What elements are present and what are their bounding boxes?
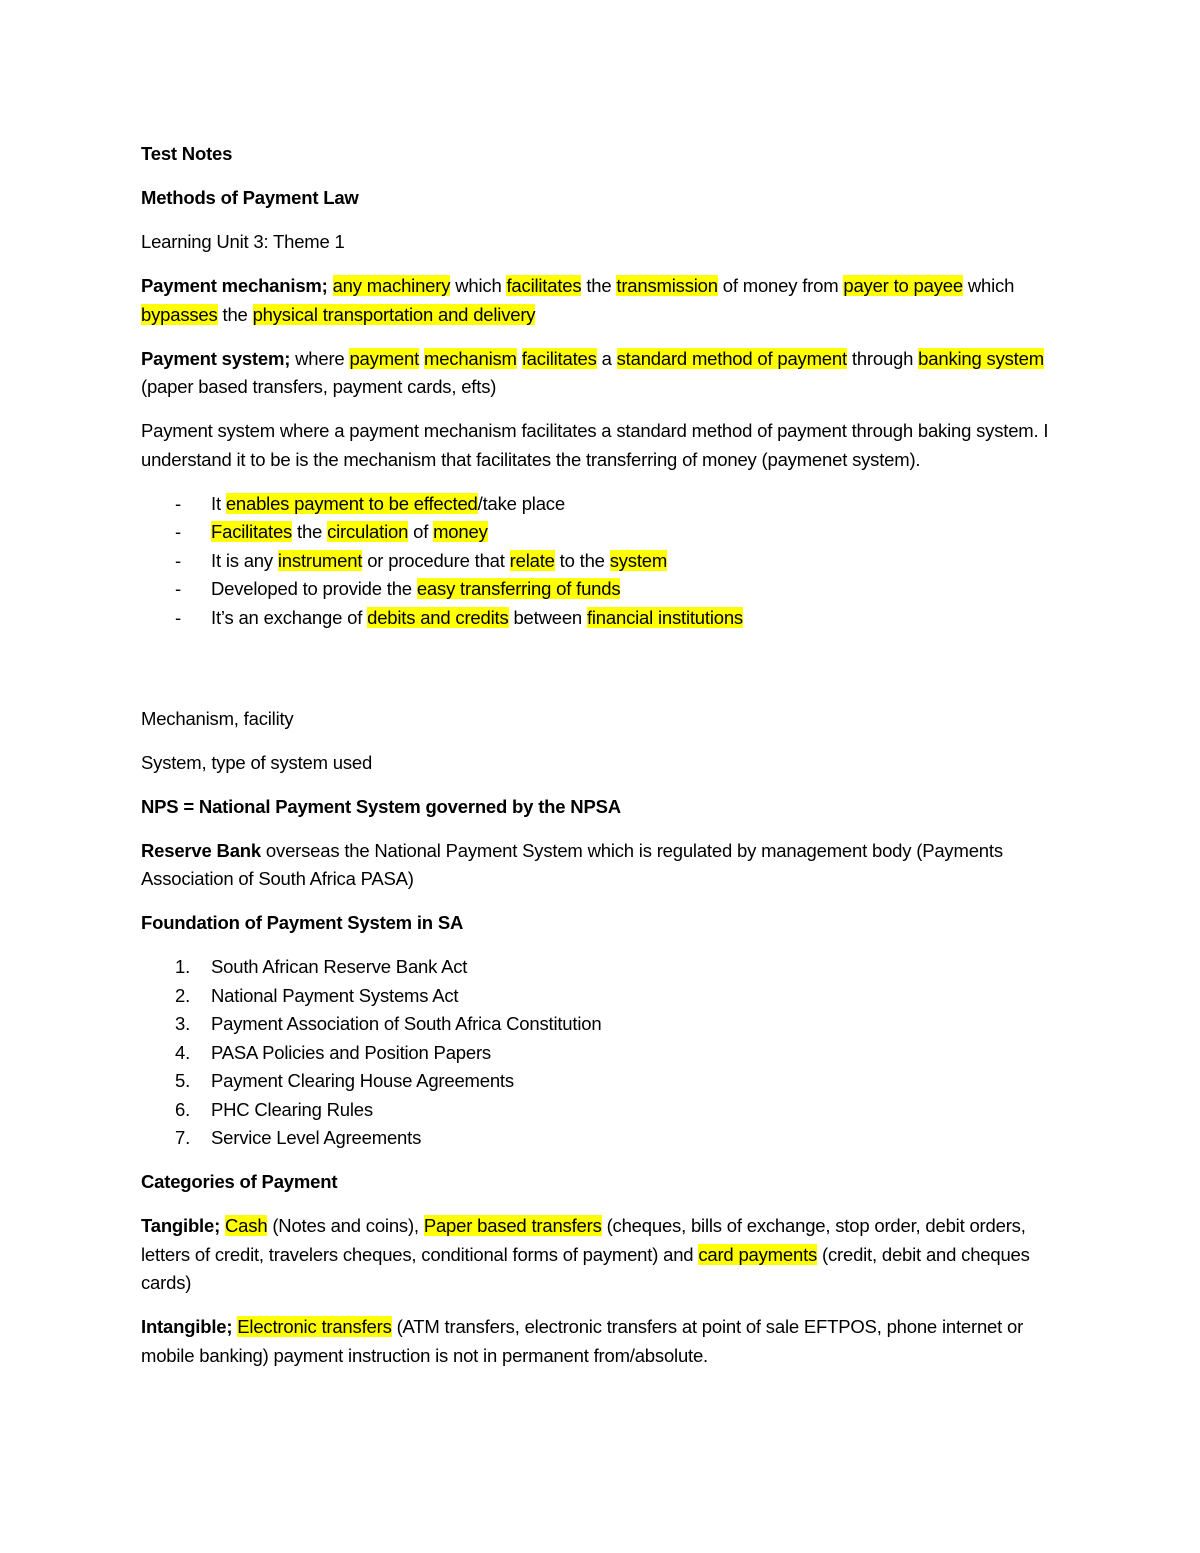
foundation-list [141,953,1071,1153]
payment-mechanism-definition: Payment mechanism; any machinery which facilitates the transmission of money from payer to payee which bypasses the physical transportation and delivery [141,275,1015,325]
bullet-text: It’s an exchange of debits and credits between financial institutions [211,606,743,628]
reserve-bank-paragraph: Reserve Bank overseas the National Payment System which is regulated by management body (Payments Association of South Africa PASA) [141,839,1003,889]
list-item-text: National Payment Systems Act [211,984,459,1006]
highlighted-text: financial institutions [586,606,743,628]
list-item [141,518,1071,547]
highlighted-text: banking system [918,347,1044,369]
bold-term: Payment mechanism; [141,275,328,296]
highlighted-text: Electronic transfers [237,1316,392,1337]
list-item-text: Payment Association of South Africa Constitution [211,1013,602,1034]
highlighted-text: instrument [277,549,363,571]
bold-term: Tangible; [141,1215,221,1236]
system-line: System, type of system used [141,751,373,773]
nps-line: NPS = National Payment System governed by the NPSA [141,795,621,817]
dash-marker: - [175,549,181,571]
highlighted-text: facilitates [521,347,597,369]
intangible-paragraph: Intangible; Electronic transfers (ATM transfers, electronic transfers at point of sale EFTPOS, phone internet or mobile banking) payment instruction is not in permanent from/absolute. [141,1316,1024,1366]
bold-term: Reserve Bank [141,839,261,861]
list-number: 1. [175,956,191,977]
dash-marker: - [175,606,181,628]
highlighted-text: money [433,521,488,542]
highlighted-text: enables payment to be effected [225,492,478,514]
highlighted-text: mechanism [423,347,517,369]
list-item [141,547,1071,576]
highlighted-text: facilitates [506,275,582,296]
list-item [141,953,1071,982]
list-item [141,575,1071,604]
highlighted-text: payer to payee [843,275,963,296]
payment-system-definition: Payment system; where payment mechanism facilitates a standard method of payment through banking system (paper based transfers, payment cards, efts) [141,347,1044,397]
bold-term: Payment system; [141,347,291,369]
list-item [141,1096,1071,1125]
highlighted-text: physical transportation and delivery [252,303,536,325]
highlighted-text: any machinery [332,275,451,296]
list-number: 4. [175,1041,191,1063]
highlighted-text: card payments [698,1243,818,1265]
highlighted-text: relate [509,549,555,571]
foundation-heading: Foundation of Payment System in SA [141,912,464,933]
list-item-text: PASA Policies and Position Papers [211,1041,491,1063]
mechanism-line: Mechanism, facility [141,707,294,729]
list-item [141,1067,1071,1096]
list-item-text: Payment Clearing House Agreements [211,1070,514,1091]
categories-heading: Categories of Payment [141,1171,338,1192]
highlighted-text: standard method of payment [616,347,847,369]
payment-system-explanation: Payment system where a payment mechanism facilitates a standard method of payment through baking system. I understand it to be is the mechanism that facilitates the transferring of money (paymenet system). [141,420,1049,470]
bullet-text: It is any instrument or procedure that relate to the system [211,549,668,571]
list-number: 5. [175,1070,191,1091]
list-item [141,604,1071,633]
tangible-paragraph: Tangible; Cash (Notes and coins), Paper based transfers (cheques, bills of exchange, stop order, debit orders, letters of credit, travelers cheques, conditional forms of payment) and card payments (credit, debit and cheques cards) [141,1215,1030,1293]
bold-term: Intangible; [141,1316,233,1337]
highlighted-text: Paper based transfers [423,1215,602,1236]
list-item-text: South African Reserve Bank Act [211,956,468,977]
highlighted-text: transmission [616,275,718,296]
list-item [141,1010,1071,1039]
list-number: 2. [175,984,191,1006]
payment-system-bullets [141,490,1071,633]
bullet-text: It enables payment to be effected/take place [211,492,565,514]
dash-marker: - [175,521,181,542]
highlighted-text: system [609,549,668,571]
document-page [141,140,1071,1386]
dash-marker: - [175,492,181,514]
highlighted-text: payment [349,347,420,369]
list-item-text: PHC Clearing Rules [211,1098,373,1120]
highlighted-text: circulation [327,521,409,542]
highlighted-text: debits and credits [367,606,509,628]
dash-marker: - [175,578,181,599]
list-number: 7. [175,1127,191,1148]
list-number: 6. [175,1098,191,1120]
blank-line [141,648,1071,705]
list-item [141,1039,1071,1068]
document-subtitle: Methods of Payment Law [141,187,359,208]
bullet-text: Developed to provide the easy transferring of funds [211,578,621,599]
highlighted-text: Cash [225,1215,268,1236]
list-number: 3. [175,1013,191,1034]
document-title: Test Notes [141,143,233,164]
learning-unit-line: Learning Unit 3: Theme 1 [141,231,345,252]
list-item [141,982,1071,1011]
list-item-text: Service Level Agreements [211,1127,422,1148]
highlighted-text: Facilitates [211,521,293,542]
list-item [141,1124,1071,1153]
highlighted-text: easy transferring of funds [416,578,621,599]
list-item [141,490,1071,519]
bullet-text: Facilitates the circulation of money [211,521,488,542]
highlighted-text: bypasses [141,303,218,325]
